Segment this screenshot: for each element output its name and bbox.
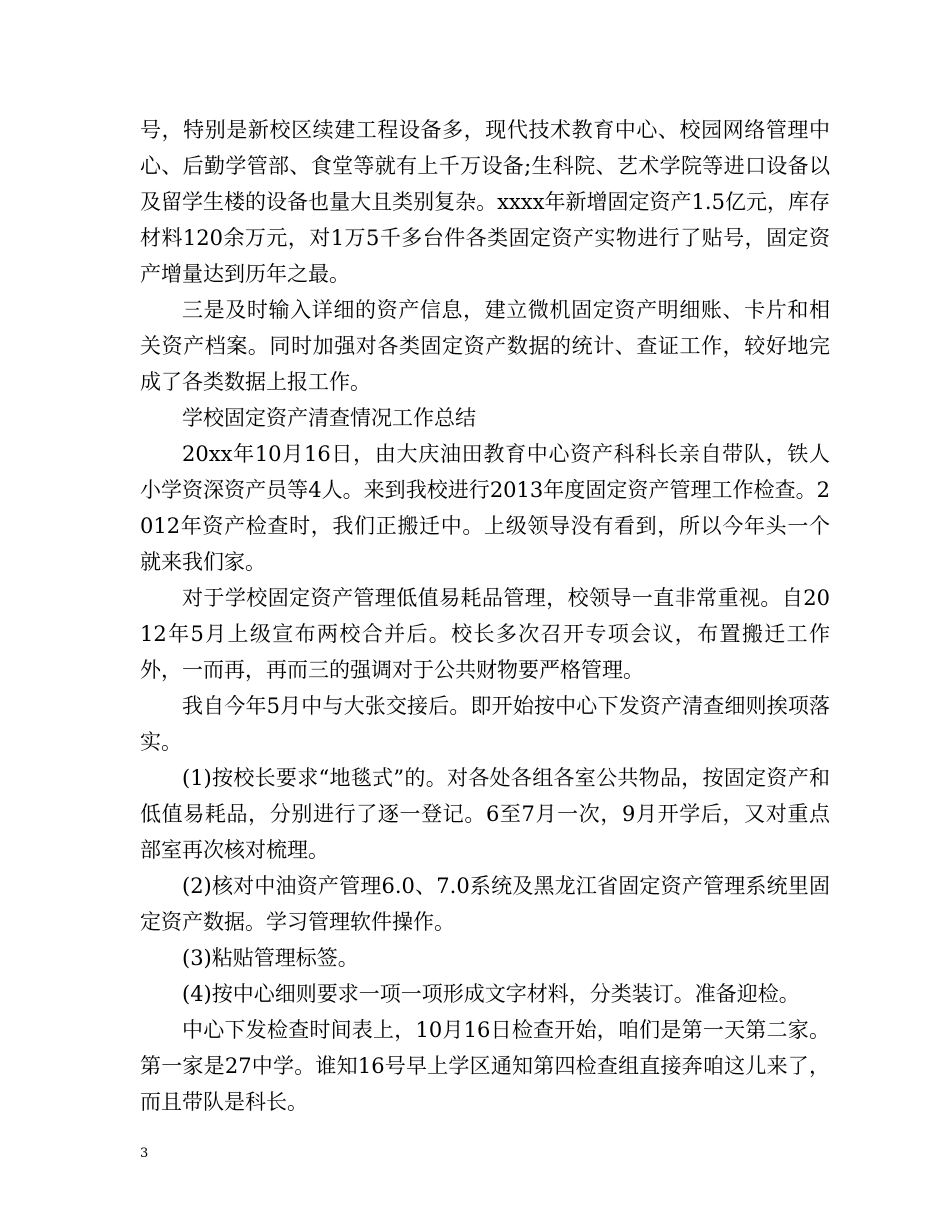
paragraph-6: 我自今年5月中与大张交接后。即开始按中心下发资产清查细则挨项落实。	[140, 694, 830, 754]
list-item-4: (4)按中心细则要求一项一项形成文字材料，分类装订。准备迎检。	[182, 982, 800, 1006]
section-heading: 学校固定资产清查情况工作总结	[182, 406, 476, 430]
list-item-2: (2)核对中油资产管理6.0、7.0系统及黑龙江省固定资产管理系统里固定资产数据。学习管理软件操作。	[140, 874, 830, 934]
paragraph-5: 对于学校固定资产管理低值易耗品管理，校领导一直非常重视。自2012年5月上级宣布两校合并后。校长多次召开专项会议，布置搬迁工作外，一而再，再而三的强调对于公共财物要严格管理。	[140, 586, 830, 682]
paragraph-4: 20xx年10月16日，由大庆油田教育中心资产科科长亲自带队，铁人小学资深资产员等4人。来到我校进行2013年度固定资产管理工作检查。2012年资产检查时，我们正搬迁中。上级领导没有看到，所以今年头一个就来我们家。	[140, 442, 830, 574]
document-body	[140, 112, 830, 1120]
list-item-3: (3)粘贴管理标签。	[182, 946, 359, 970]
paragraph-2: 三是及时输入详细的资产信息，建立微机固定资产明细账、卡片和相关资产档案。同时加强对各类固定资产数据的统计、查证工作，较好地完成了各类数据上报工作。	[140, 298, 830, 394]
page-number: 3	[140, 1146, 149, 1161]
list-item-1: (1)按校长要求“地毯式”的。对各处各组各室公共物品，按固定资产和低值易耗品，分别进行了逐一登记。6至7月一次，9月开学后，又对重点部室再次核对梳理。	[140, 766, 830, 862]
paragraph-1: 号，特别是新校区续建工程设备多，现代技术教育中心、校园网络管理中心、后勤学管部、食堂等就有上千万设备;生科院、艺术学院等进口设备以及留学生楼的设备也量大且类别复杂。xxxx年新增固定资产1.5亿元，库存材料120余万元，对1万5千多台件各类固定资产实物进行了贴号，固定资产增量达到历年之最。	[140, 118, 830, 286]
paragraph-11: 中心下发检查时间表上，10月16日检查开始，咱们是第一天第二家。第一家是27中学。谁知16号早上学区通知第四检查组直接奔咱这儿来了，而且带队是科长。	[140, 1018, 830, 1114]
